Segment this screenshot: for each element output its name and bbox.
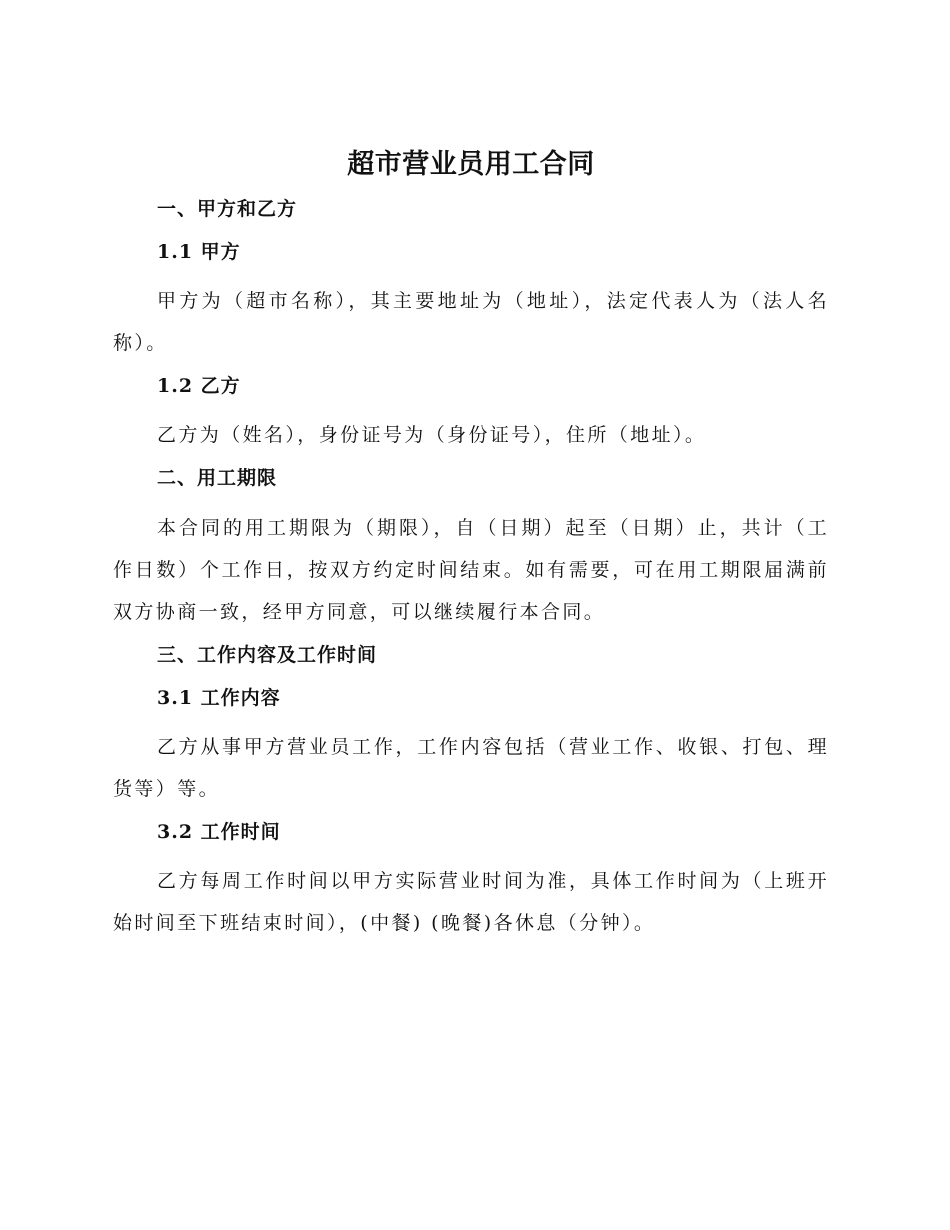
section-1-2-heading: 1.2 乙方 [157,375,241,397]
document-title: 超市营业员用工合同 [347,149,595,180]
section-1-heading: 一、甲方和乙方 [157,198,298,220]
section-3-heading: 三、工作内容及工作时间 [157,644,378,666]
section-1-1-heading: 1.1 甲方 [157,241,241,263]
section-3-2-text: 乙方每周工作时间以甲方实际营业时间为准，具体工作时间为（上班开始时间至下班结束时间），(中餐) (晚餐)各休息（分钟）。 [113,870,829,934]
section-1-1-text: 甲方为（超市名称），其主要地址为（地址），法定代表人为（法人名称）。 [113,290,829,354]
section-1-2-text: 乙方为（姓名），身份证号为（身份证号），住所（地址）。 [157,424,707,446]
section-3-1-heading: 3.1 工作内容 [157,687,281,709]
section-2-heading: 二、用工期限 [157,467,278,489]
section-3-2-heading: 3.2 工作时间 [157,821,281,843]
section-3-1-text: 乙方从事甲方营业员工作，工作内容包括（营业工作、收银、打包、理货等）等。 [113,736,829,800]
document-page [113,140,829,952]
section-2-text: 本合同的用工期限为（期限），自（日期）起至（日期）止，共计（工作日数）个工作日，按双方约定时间结束。如有需要，可在用工期限届满前双方协商一致，经甲方同意，可以继续履行本合同。 [113,517,829,623]
